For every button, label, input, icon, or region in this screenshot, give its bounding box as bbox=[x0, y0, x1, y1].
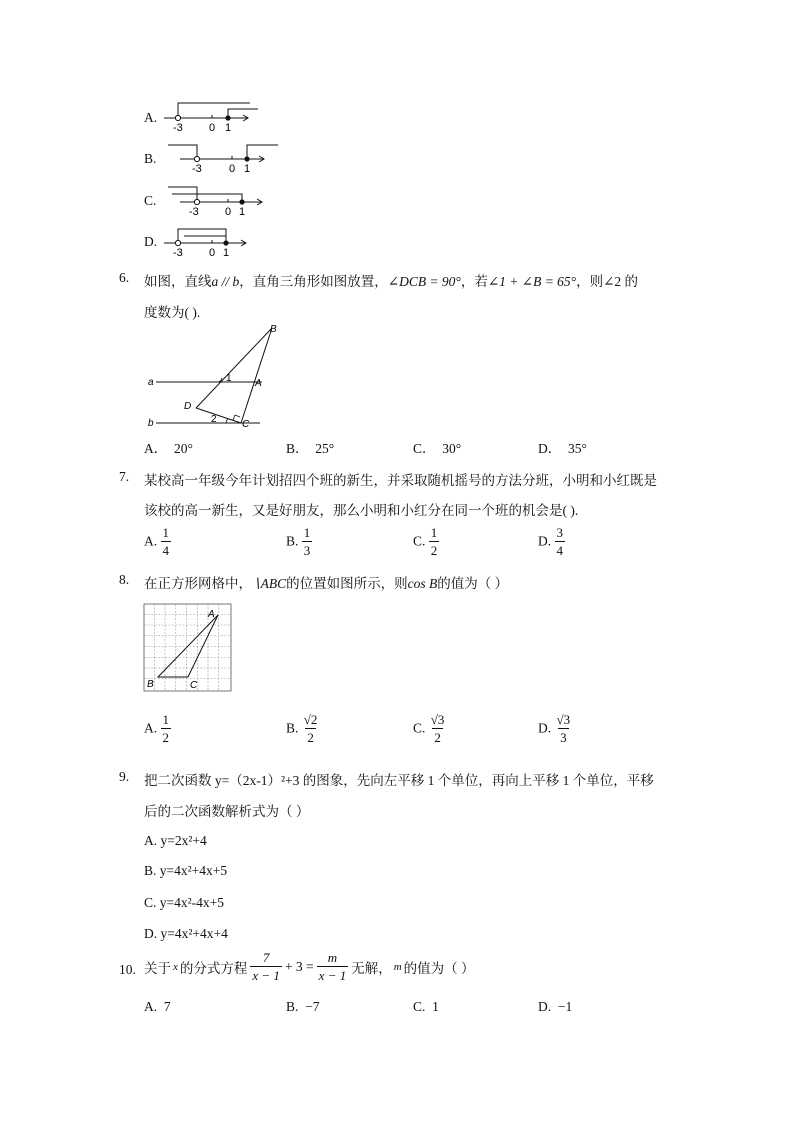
q7-stem-line1: 某校高一年级今年计划招四个班的新生，并采取随机摇号的方法分班，小明和小红既是 bbox=[144, 473, 657, 488]
q8-option-d[interactable]: D. $\frac{√3}{3}$ bbox=[538, 712, 571, 745]
q6-label-a: a bbox=[148, 377, 154, 388]
q7-option-d[interactable]: D. $\frac{3}{4}$ bbox=[538, 525, 563, 558]
q6-math-2: ∠DCB = 90° bbox=[387, 274, 461, 289]
q5-d-tick-1: 1 bbox=[223, 247, 230, 259]
q7-option-c[interactable]: C. $\frac{1}{2}$ bbox=[413, 525, 438, 558]
q5-a-tick-1: 1 bbox=[225, 122, 232, 134]
q8-label-C: C bbox=[190, 680, 198, 691]
q5-c-tick-neg3: -3 bbox=[189, 206, 199, 218]
q5-b-tick-0: 0 bbox=[229, 163, 236, 175]
q8-grid-figure bbox=[143, 603, 235, 695]
q5-option-d-numberline bbox=[160, 224, 260, 260]
q9-option-a[interactable]: A. y=2x²+4 bbox=[144, 833, 207, 848]
q10-option-c[interactable]: C. 1 bbox=[413, 999, 439, 1014]
q7-number: 7. bbox=[119, 469, 130, 484]
q5-option-a-numberline bbox=[160, 98, 270, 134]
q6-label-2: 2 bbox=[211, 414, 217, 425]
q5-option-b-label: B. bbox=[144, 151, 157, 166]
q6-text-3: ，若 bbox=[460, 274, 488, 289]
q8-option-b[interactable]: B. $\frac{√2}{2}$ bbox=[286, 712, 318, 745]
q10-option-a[interactable]: A. 7 bbox=[144, 999, 171, 1014]
q5-option-d-label: D. bbox=[144, 234, 158, 249]
q10-stem: 关于 x 的分式方程 $\frac{7}{x - 1}$ + 3 = $\frac{m}{x - 1}$ 无解， m 的值为（ ） bbox=[144, 950, 475, 983]
q5-option-b-numberline bbox=[162, 140, 282, 176]
q6-label-C: C bbox=[242, 419, 250, 430]
q9-stem-line2: 后的二次函数解析式为（ ） bbox=[144, 804, 310, 819]
q6-option-b[interactable]: B． 25° bbox=[286, 441, 335, 456]
q10-fraction-2: $\frac{m}{x - 1}$ bbox=[318, 950, 347, 983]
q6-label-1: 1 bbox=[226, 373, 232, 384]
q6-stem-line2: 度数为( ). bbox=[144, 305, 201, 320]
q7-stem-line2: 该校的高一新生，又是好朋友，那么小明和小红分在同一个班的机会是( ). bbox=[144, 503, 579, 518]
q9-option-b[interactable]: B. y=4x²+4x+5 bbox=[144, 863, 228, 878]
q5-option-c-numberline bbox=[162, 182, 272, 218]
q9-option-c[interactable]: C. y=4x²-4x+5 bbox=[144, 895, 225, 910]
q9-option-d[interactable]: D. y=4x²+4x+4 bbox=[144, 926, 228, 941]
q5-d-tick-neg3: -3 bbox=[173, 247, 183, 259]
q6-figure bbox=[142, 322, 292, 432]
q8-stem: 在正方形网格中，∖ABC的位置如图所示，则cos B的值为（ ） bbox=[144, 576, 509, 591]
q8-label-B: B bbox=[147, 679, 154, 690]
q6-option-d[interactable]: D． 35° bbox=[538, 441, 587, 456]
q5-option-c-label: C. bbox=[144, 193, 157, 208]
q10-fraction-1: $\frac{7}{x - 1}$ bbox=[252, 950, 280, 983]
q10-option-d[interactable]: D. −1 bbox=[538, 999, 573, 1014]
q5-a-tick-neg3: -3 bbox=[173, 122, 183, 134]
q6-text-1: 如图，直线 bbox=[144, 274, 212, 289]
q7-option-b[interactable]: B. $\frac{1}{3}$ bbox=[286, 525, 311, 558]
q6-option-a[interactable]: A． 20° bbox=[144, 441, 193, 456]
q8-number: 8. bbox=[119, 572, 130, 587]
q8-option-a[interactable]: A. $\frac{1}{2}$ bbox=[144, 712, 169, 745]
q6-label-A: A bbox=[255, 378, 262, 389]
q6-option-c[interactable]: C． 30° bbox=[413, 441, 462, 456]
q8-label-A: A bbox=[208, 609, 215, 620]
q9-stem-line1: 把二次函数 y=（2x-1）²+3 的图象，先向左平移 1 个单位，再向上平移 1 个单位，平移 bbox=[144, 773, 654, 788]
q5-c-tick-0: 0 bbox=[225, 206, 232, 218]
q5-a-tick-0: 0 bbox=[209, 122, 216, 134]
q6-text-2: ，直角三角形如图放置， bbox=[239, 274, 388, 289]
q10-number: 10. bbox=[119, 962, 136, 977]
q6-label-b: b bbox=[148, 418, 154, 429]
q5-b-tick-neg3: -3 bbox=[192, 163, 202, 175]
q6-number: 6. bbox=[119, 270, 130, 285]
q9-number: 9. bbox=[119, 769, 130, 784]
q6-stem-line1 bbox=[144, 270, 638, 290]
q5-d-tick-0: 0 bbox=[209, 247, 216, 259]
q6-label-B: B bbox=[270, 324, 277, 335]
q7-option-a[interactable]: A. $\frac{1}{4}$ bbox=[144, 525, 169, 558]
q6-math-3: ∠1 + ∠B = 65° bbox=[487, 274, 577, 289]
q8-option-c[interactable]: C. $\frac{√3}{2}$ bbox=[413, 712, 445, 745]
q5-b-tick-1: 1 bbox=[244, 163, 251, 175]
q5-c-tick-1: 1 bbox=[239, 206, 246, 218]
q6-math-1: a // b bbox=[211, 274, 240, 289]
q6-text-4: ，则∠2 的 bbox=[576, 274, 639, 289]
q6-label-D: D bbox=[184, 401, 192, 412]
q5-option-a-label: A. bbox=[144, 110, 158, 125]
q10-option-b[interactable]: B. −7 bbox=[286, 999, 320, 1014]
